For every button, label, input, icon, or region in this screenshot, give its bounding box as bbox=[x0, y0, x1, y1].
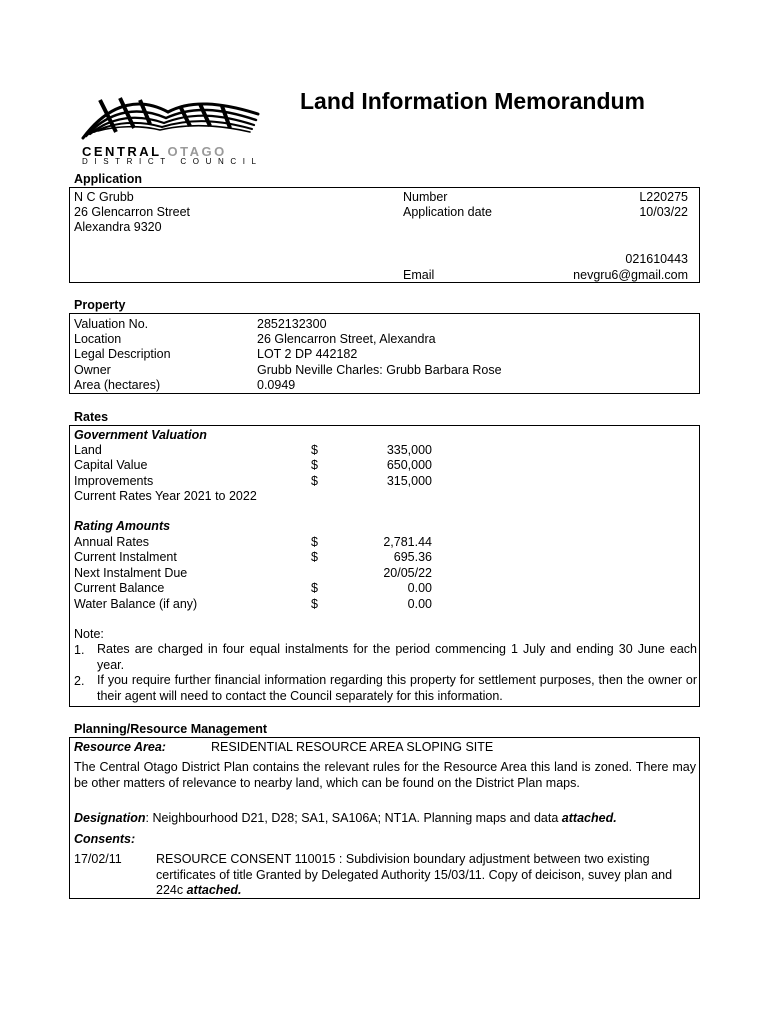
consent-entry bbox=[156, 852, 676, 899]
page-title: Land Information Memorandum bbox=[300, 88, 645, 114]
property-location: 26 Glencarron Street, Alexandra bbox=[257, 332, 436, 346]
valuation-number: 2852132300 bbox=[257, 317, 327, 331]
designation-line bbox=[74, 811, 617, 826]
applicant-name: N C Grubb bbox=[74, 190, 134, 204]
number-label: Number bbox=[403, 190, 448, 204]
applicant-street: 26 Glencarron Street bbox=[74, 205, 191, 219]
rate-label: Current Instalment bbox=[74, 550, 177, 564]
property-label: Legal Description bbox=[74, 347, 171, 361]
logo-district-council-text: DISTRICT COUNCIL bbox=[82, 157, 263, 166]
logo-central-text: CENTRAL bbox=[82, 144, 162, 159]
application-box bbox=[69, 187, 700, 283]
note-number: 2. bbox=[74, 674, 85, 688]
currency-symbol: $ bbox=[311, 458, 318, 472]
application-date: 10/03/22 bbox=[639, 205, 688, 219]
government-valuation-heading: Government Valuation bbox=[74, 428, 207, 442]
rate-label: Water Balance (if any) bbox=[74, 597, 198, 611]
logo-otago-text: OTAGO bbox=[167, 144, 227, 159]
property-label: Valuation No. bbox=[74, 317, 149, 331]
designation-text: : Neighbourhood D21, D28; SA1, SA106A; NT1A. Planning maps and data bbox=[145, 811, 562, 825]
next-instalment-date: 20/05/22 bbox=[383, 566, 432, 580]
application-number: L220275 bbox=[639, 190, 688, 204]
rates-heading: Rates bbox=[74, 410, 109, 424]
property-area: 0.0949 bbox=[257, 378, 296, 392]
rate-label: Capital Value bbox=[74, 458, 148, 472]
currency-symbol: $ bbox=[311, 474, 318, 488]
rate-label: Annual Rates bbox=[74, 535, 150, 549]
property-label: Location bbox=[74, 332, 122, 346]
current-instalment-value: 695.36 bbox=[393, 550, 432, 564]
note-text: Rates are charged in four equal instalments for the period commencing 1 July and ending 30 June each year. bbox=[97, 642, 697, 672]
consent-attached: attached. bbox=[186, 883, 242, 897]
capital-value: 650,000 bbox=[386, 458, 432, 472]
land-value: 335,000 bbox=[386, 443, 432, 457]
currency-symbol: $ bbox=[311, 535, 318, 549]
consent-date: 17/02/11 bbox=[74, 852, 122, 866]
rate-label: Current Balance bbox=[74, 581, 165, 595]
rate-label: Next Instalment Due bbox=[74, 566, 188, 580]
property-owner: Grubb Neville Charles: Grubb Barbara Rose bbox=[257, 363, 502, 377]
note-text: If you require further financial information regarding this property for settlement purposes, then the owner or their agent will need to contact the Council separately for this information. bbox=[97, 673, 697, 703]
annual-rates-value: 2,781.44 bbox=[383, 535, 432, 549]
currency-symbol: $ bbox=[311, 581, 318, 595]
note-number: 1. bbox=[74, 643, 85, 657]
consent-text: RESOURCE CONSENT 110015 : Subdivision boundary adjustment between two existing certificates of title Granted by Delegated Authority 15/03/11. Copy of deicison, suvey plan and 224c bbox=[156, 852, 673, 897]
currency-symbol: $ bbox=[311, 597, 318, 611]
planning-heading: Planning/Resource Management bbox=[74, 722, 268, 736]
planning-paragraph: The Central Otago District Plan contains the relevant rules for the Resource Area this land is zoned. There may be other matters of relevance to nearby land, which can be found on the District Plan maps. bbox=[74, 760, 696, 790]
currency-symbol: $ bbox=[311, 443, 318, 457]
legal-description: LOT 2 DP 442182 bbox=[257, 347, 358, 361]
note-label: Note: bbox=[74, 627, 104, 641]
water-balance-value: 0.00 bbox=[407, 597, 432, 611]
improvements-value: 315,000 bbox=[386, 474, 432, 488]
currency-symbol: $ bbox=[311, 550, 318, 564]
property-label: Owner bbox=[74, 363, 111, 377]
consents-label: Consents: bbox=[74, 832, 136, 846]
resource-area-value: RESIDENTIAL RESOURCE AREA SLOPING SITE bbox=[211, 740, 494, 754]
property-label: Area (hectares) bbox=[74, 378, 161, 392]
council-logo bbox=[80, 92, 265, 168]
designation-attached: attached. bbox=[561, 811, 617, 825]
application-heading: Application bbox=[74, 172, 143, 186]
property-box bbox=[69, 313, 700, 394]
applicant-town: Alexandra 9320 bbox=[74, 220, 162, 234]
rate-label: Improvements bbox=[74, 474, 154, 488]
current-rates-year: Current Rates Year 2021 to 2022 bbox=[74, 489, 257, 503]
resource-area-label: Resource Area: bbox=[74, 740, 166, 754]
rates-box bbox=[69, 425, 700, 707]
current-balance-value: 0.00 bbox=[407, 581, 432, 595]
applicant-email: nevgru6@gmail.com bbox=[573, 268, 688, 282]
email-label: Email bbox=[403, 268, 435, 282]
date-label: Application date bbox=[403, 205, 492, 219]
rating-amounts-heading: Rating Amounts bbox=[74, 519, 171, 533]
designation-label: Designation bbox=[74, 811, 146, 825]
rate-label: Land bbox=[74, 443, 102, 457]
applicant-phone: 021610443 bbox=[625, 252, 688, 266]
property-heading: Property bbox=[74, 298, 126, 312]
planning-box bbox=[69, 737, 700, 899]
